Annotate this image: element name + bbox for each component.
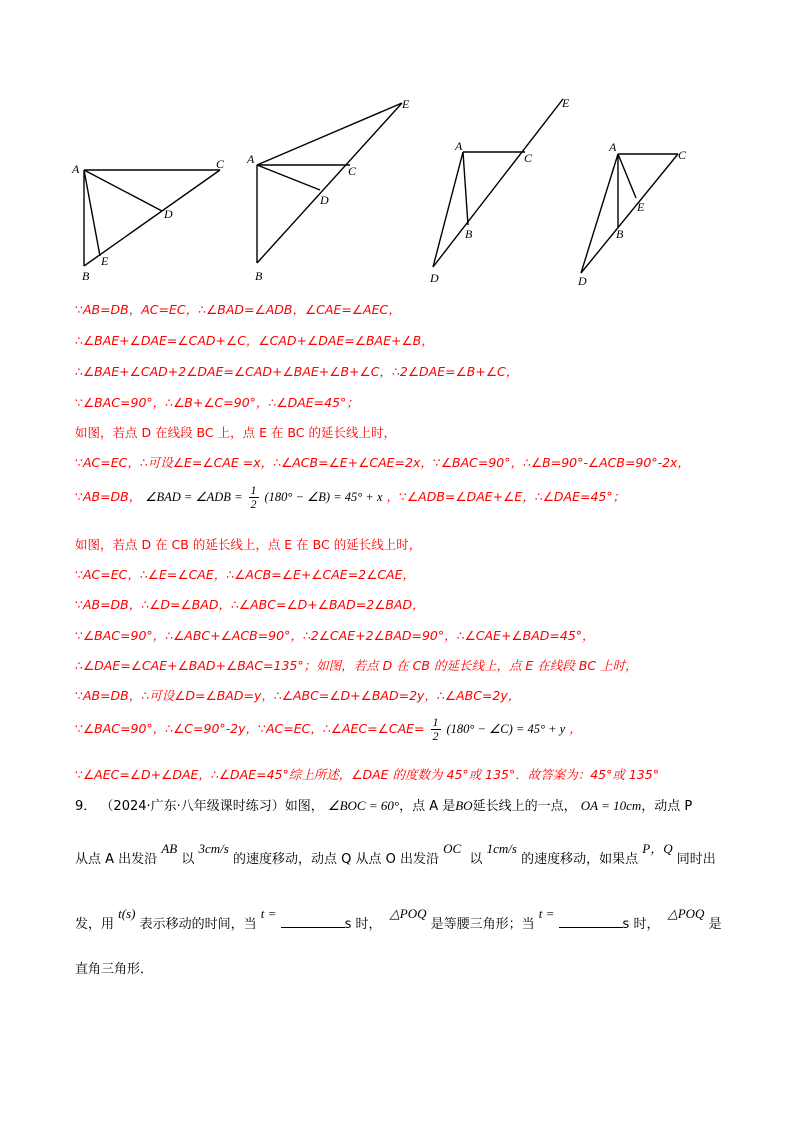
q-text: 的速度移动，动点 Q 从点 O 出发沿	[232, 852, 439, 867]
solution-line-8: 如图，若点 D 在 CB 的延长线上，点 E 在 BC 的延长线上时，	[75, 537, 422, 552]
fig4-label-d: D	[578, 274, 587, 288]
fig2-label-d: D	[320, 193, 329, 207]
question-9-line-1	[75, 795, 692, 814]
fraction-half-1	[249, 484, 259, 511]
question-source: （2024·广东·八年级课时练习）如图，	[100, 799, 324, 814]
solution-line-14	[75, 716, 582, 743]
solution-line-7-end: ，∵∠ADB=∠DAE+∠E，∴∠DAE=45°；	[386, 489, 626, 504]
q-text: 是等腰三角形；当	[430, 917, 535, 932]
fig1-label-b: B	[82, 269, 90, 283]
fig3-label-a: A	[455, 139, 463, 153]
solution-line-7	[75, 484, 625, 511]
fraction-half-2	[431, 716, 441, 743]
figure-2	[245, 95, 425, 285]
fig2-label-a: A	[247, 152, 255, 166]
solution-line-13: ∵AB=DB，∴可设∠D=∠BAD=y，∴∠ABC=∠D+∠BAD=2y，∴∠ABC=2y，	[75, 688, 521, 703]
fig1-label-a: A	[72, 162, 80, 176]
solution-line-7-math-2: (180° − ∠B) = 45° + x	[264, 490, 383, 504]
solution-line-10: ∵AB=DB，∴∠D=∠BAD，∴∠ABC=∠D+∠BAD=2∠BAD，	[75, 597, 425, 612]
fig4-label-b: B	[616, 227, 624, 241]
figure-1	[70, 157, 240, 283]
solution-line-4: ∵∠BAC=90°，∴∠B+∠C=90°，∴∠DAE=45°；	[75, 395, 359, 410]
geometry-figures	[70, 90, 750, 290]
solution-line-12: ∴∠DAE=∠CAE+∠BAD+∠BAC=135°；如图，若点 D 在 CB 的延长线上，点 E 在线段 BC 上时，	[75, 658, 638, 673]
q-text: ，点 A 是	[399, 799, 456, 814]
solution-line-5: 如图，若点 D 在线段 BC 上，点 E 在 BC 的延长线上时，	[75, 425, 396, 440]
fraction-denominator: 2	[250, 497, 257, 511]
triangle-poq-2: △POQ	[667, 906, 705, 921]
fig2-label-c: C	[348, 164, 357, 178]
solution-line-7-start: ∵AB=DB，	[75, 489, 142, 504]
solution-line-6: ∵AC=EC，∴可设∠E=∠CAE =x，∴∠ACB=∠E+∠CAE=2x，∵∠BAC=90°，∴∠B=90°-∠ACB=90°-2x，	[75, 455, 690, 470]
segment-oc: OC	[443, 841, 462, 856]
segment-bo: BO	[455, 798, 473, 813]
fraction-denominator: 2	[432, 729, 439, 743]
question-number: 9．	[75, 799, 97, 814]
solution-line-7-math: ∠BAD = ∠ADB =	[145, 490, 243, 504]
solution-line-3: ∴∠BAE+∠CAD+2∠DAE=∠CAD+∠BAE+∠B+∠C，∴2∠DAE=∠B+∠C，	[75, 364, 519, 379]
q-text: 表示移动的时间，当	[139, 917, 257, 932]
fig3-label-d: D	[430, 271, 439, 285]
answer-blank-1[interactable]	[281, 915, 345, 928]
solution-line-9: ∵AC=EC，∴∠E=∠CAE，∴∠ACB=∠E+∠CAE=2∠CAE，	[75, 567, 416, 582]
fig1-label-e: E	[101, 254, 109, 268]
segment-ab: AB	[161, 841, 178, 856]
answer-blank-2[interactable]	[559, 915, 623, 928]
speed-p: 3cm/s	[198, 841, 229, 856]
fig1-label-d: D	[164, 207, 173, 221]
solution-line-14-start: ∵∠BAC=90°，∴∠C=90°-2y，∵AC=EC，∴∠AEC=∠CAE=	[75, 721, 425, 736]
q-text: 从点 A 出发沿	[75, 852, 158, 867]
q-text: 的速度移动，如果点	[521, 852, 639, 867]
fig4-label-e: E	[637, 200, 645, 214]
t-equals-1: t =	[260, 906, 277, 921]
t-equals-2: t =	[538, 906, 555, 921]
question-9-line-4: 直角三角形．	[75, 962, 154, 977]
q-text: 以	[181, 852, 195, 867]
fig1-label-c: C	[216, 157, 225, 171]
points-pq: P，Q	[642, 841, 673, 856]
fig3-label-e: E	[562, 96, 570, 110]
fraction-numerator: 1	[250, 483, 257, 497]
fig3-label-b: B	[465, 227, 473, 241]
fig2-label-e: E	[402, 97, 410, 111]
fraction-numerator: 1	[432, 715, 439, 729]
q-text: ，动点 P	[641, 799, 693, 814]
q-text: 以	[469, 852, 483, 867]
fig3-label-c: C	[524, 151, 533, 165]
figure-3	[425, 95, 575, 285]
triangle-poq-1: △POQ	[389, 906, 427, 921]
question-9-line-2	[75, 841, 716, 867]
q-text: 是	[708, 917, 722, 932]
solution-line-15: ∵∠AEC=∠D+∠DAE，∴∠DAE=45°综上所述，∠DAE 的度数为 45°或 135°．故答案为：45°或 135°	[75, 767, 659, 782]
angle-boc: ∠BOC = 60°	[327, 798, 400, 813]
figure-4	[575, 140, 705, 288]
fig4-label-a: A	[609, 140, 617, 154]
solution-line-1: ∵AB=DB，AC=EC，∴∠BAD=∠ADB，∠CAE=∠AEC，	[75, 302, 401, 317]
q-text: s 时，	[344, 917, 382, 932]
q-text: 发，用	[75, 917, 115, 932]
solution-line-11: ∵∠BAC=90°，∴∠ABC+∠ACB=90°，∴2∠CAE+2∠BAD=90°，∴∠CAE+∠BAD=45°，	[75, 628, 595, 643]
solution-line-14-end: ，	[569, 721, 582, 736]
q-text: s 时，	[622, 917, 660, 932]
fig2-label-b: B	[255, 269, 263, 283]
fig4-label-c: C	[678, 148, 687, 162]
length-oa: OA = 10cm	[580, 798, 642, 813]
solution-line-2: ∴∠BAE+∠DAE=∠CAD+∠C，∠CAD+∠DAE=∠BAE+∠B，	[75, 333, 434, 348]
q-text: 延长线上的一点，	[472, 799, 577, 814]
q-text: 同时出	[676, 852, 716, 867]
solution-line-14-math: (180° − ∠C) = 45° + y	[446, 722, 566, 736]
question-9-line-3	[75, 906, 722, 932]
time-variable: t(s)	[118, 906, 136, 921]
speed-q: 1cm/s	[486, 841, 517, 856]
